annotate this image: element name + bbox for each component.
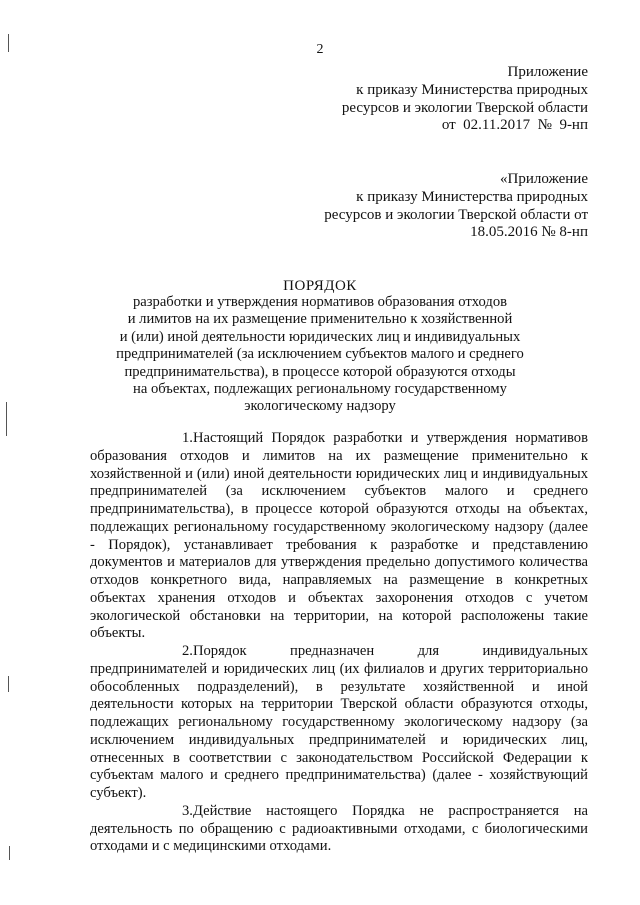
paragraph	[90, 803, 588, 856]
annex-current-header	[342, 64, 588, 135]
annex-current-line: от 02.11.2017 № 9-нп	[441, 117, 588, 134]
subtitle-line: экологическому надзору	[244, 398, 396, 415]
annex-previous-header	[324, 171, 588, 242]
scan-artifact	[8, 676, 9, 692]
paragraph-text: Действие настоящего Порядка не распространяется на деятельность по обращению с радиоактивными отходами, с биологическими отходами и с медицинскими отходами.	[90, 802, 588, 855]
annex-previous-line: «Приложение	[499, 171, 588, 187]
annex-current-line: ресурсов и экологии Тверской области	[341, 99, 588, 116]
annex-current-line: к приказу Министерства природных	[356, 81, 588, 98]
paragraph	[90, 643, 588, 803]
paragraph-number: 3.	[182, 802, 193, 819]
paragraph-number: 2.	[182, 643, 193, 659]
annex-current-line: Приложение	[507, 64, 588, 80]
document-subtitle	[0, 294, 640, 416]
scan-artifact	[9, 846, 10, 860]
subtitle-line: и лимитов на их размещение применительно к хозяйственной	[127, 311, 513, 328]
subtitle-line: разработки и утверждения нормативов образования отходов	[132, 294, 508, 310]
subtitle-line: на объектах, подлежащих региональному государственному	[133, 381, 507, 398]
subtitle-line: предпринимательства), в процессе которой образуются отходы	[124, 363, 516, 380]
paragraph-number: 1.	[182, 430, 193, 446]
annex-previous-line: к приказу Министерства природных	[356, 188, 588, 205]
subtitle-line: и (или) иной деятельности юридических лиц и индивидуальных	[119, 328, 521, 345]
page-number: 2	[316, 42, 324, 57]
document-body	[90, 430, 588, 856]
subtitle-line: предпринимателей (за исключением субъектов малого и среднего	[116, 346, 524, 363]
paragraph-text: Настоящий Порядок разработки и утверждения нормативов образования отходов и лимитов на их размещение применительно к хозяйственной и (или) иной деятельности юридических лиц и индивидуальных предпринимателей (за исключением субъектов малого и среднего предпринимательства), в процессе которой образуются отходы на объектах, подлежащих региональному государственному экологическому надзору (далее - Порядок), устанавливает требования к разработке и представлению документов и материалов для утверждения предельно допустимого количества отходов конкретного вида, направляемых на размещение в конкретных объектах хранения отходов и объектах захоронения отходов с учетом экологической обстановки на территории, на которой расположены такие объекты.	[90, 430, 588, 642]
document-title: ПОРЯДОК	[283, 278, 357, 294]
paragraph-text: Порядок предназначен для индивидуальных предпринимателей и юридических лиц (их филиалов и других территориально обособленных подразделений), в результате хозяйственной и иной деятельности которых на территории Тверской области образуются отходы, подлежащих региональному государственному экологическому надзору (за исключением индивидуальных предпринимателей и юридических лиц, отнесенных в соответствии с законодательством Российской Федерации к субъектам малого и среднего предпринимательства) (далее - хозяйствующий субъект).	[90, 643, 588, 801]
annex-previous-line: ресурсов и экологии Тверской области от	[324, 206, 588, 223]
annex-previous-line: 18.05.2016 № 8-нп	[470, 224, 588, 241]
paragraph	[90, 430, 588, 643]
